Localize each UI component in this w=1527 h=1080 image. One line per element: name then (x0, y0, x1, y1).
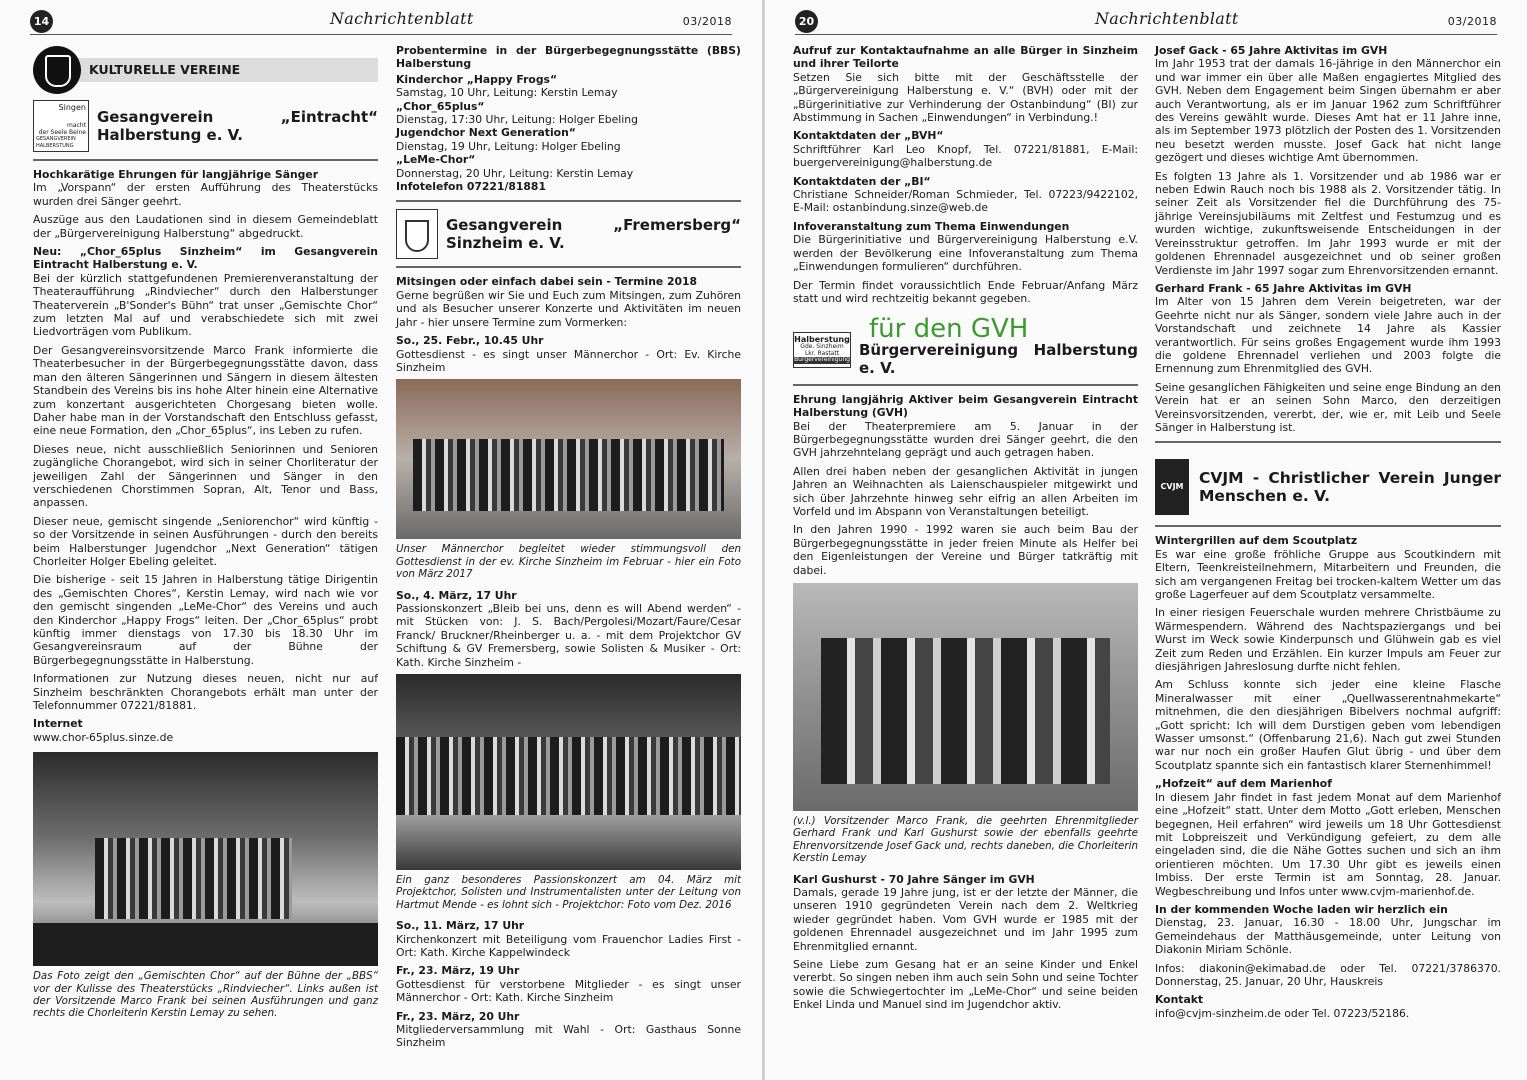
photo-mens-choir (396, 379, 741, 539)
masthead: Nachrichtenblatt (330, 9, 474, 28)
heading: So., 11. März, 17 Uhr (396, 919, 525, 933)
paragraph: www.chor-65plus.sinze.de (33, 730, 174, 744)
org-gvh-header (793, 314, 1138, 377)
paragraph: Donnerstag, 20 Uhr, Leitung: Kerstin Lemay (396, 166, 634, 180)
sign-text: Halberstung (794, 335, 850, 345)
heading: Wintergrillen auf dem Scoutplatz (1155, 534, 1358, 548)
photo-audience (33, 923, 378, 966)
cvjm-logo: CVJM (1155, 459, 1189, 515)
paragraph: Im Alter von 15 Jahren dem Verein beigetreten, war der Geehrte nicht nur als Sänger, sondern viele Jahre auch in der Vorstandschaft und zeichnete 14 Jahre als Kassier verantwortlich. Für seins großes Engagement wurde ihm 1993 die goldene Ehrennadel verliehen und 2003 folgte die Ernennung zum Ehrenmitglied des GVH. (1155, 295, 1501, 376)
paragraph: Schriftführer Karl Leo Knopf, Tel. 07221/81881, E-Mail: buergervereinigung@halberstung.de (793, 142, 1138, 170)
paragraph: Es folgten 13 Jahre als 1. Vorsitzender und ab 1986 war er neben Edwin Rauch noch bis 1988 als 2. Vorsitzender tätig. In seiner Zeit als Vorsitzender fiel die Durchführung des 75-jährige Vereinsjubiläums mit Zeltfest und Festumzug und es wurden wichtige, zukunftsweisende Entscheidungen in der Vereinsstruktur getroffen. Im Jahr 1993 wurde er mit der goldenen Ehrennadel ausgezeichnet und ob seiner großen Verdienste im Jahr 1997 sogar zum Ehrenvorsitzenden ernannt. (1155, 169, 1501, 277)
article-contact-call (793, 44, 1138, 305)
org-fremersberg-header (396, 209, 741, 259)
event-dates (396, 919, 741, 1050)
paragraph: Bei der kürzlich stattgefundenen Premierenveranstaltung der Theateraufführung „Rindviecher“ durch den Halberstunger Theaterverein „B'Sonder's Bühn“ trat unser „Gemischte Chor“ zum letzten Mal auf und verabschiedete sich mit zwei Liedvorträgen vom Publikum. (33, 271, 378, 339)
heading: Neu: „Chor_65plus Sinzheim“ im Gesangverein Eintracht Halberstung e. V. (33, 245, 378, 272)
heading: „Hofzeit“ auf dem Marienhof (1155, 777, 1332, 791)
issue-number: 03/2018 (682, 15, 732, 28)
left-column-2 (396, 44, 741, 1055)
article-eintracht (33, 168, 378, 744)
divider (1155, 441, 1501, 443)
logo-text: Singen (58, 103, 86, 112)
paragraph: Der Gesangvereinsvorsitzende Marco Frank informierte die Theaterbesucher in der Bürgerbegegnungsstätte davon, dass man den älteren Sängerinnen und Sängern in diesem ältesten Standbein des Vereins bis ins hohe Alter hinein eine Alternative zum konzertant ausgerichteten Chorgesang bieten wolle. Daher habe man in der Vorstandschaft den Entschluss gefasst, eine neue Formation, den „Chor_65plus“, ins Leben zu rufen. (33, 343, 378, 438)
paragraph: Dienstag, 23. Januar, 16.30 - 18.00 Uhr, Jungschar im Gemeindehaus der Matthäusgemeinde, unter Leitung von Diakonin Miriam Schönle. (1155, 916, 1501, 957)
paragraph: Dienstag, 19 Uhr, Leitung: Holger Ebeling (396, 139, 621, 153)
heading: So., 4. März, 17 Uhr (396, 588, 517, 602)
right-column-1 (793, 44, 1138, 1017)
paragraph: Bei der Theaterpremiere am 5. Januar in der Bürgerbegegnungsstätte wurden drei Sänger geehrt, die den GVH jahrzehntelang geprägt und auch getragen haben. (793, 419, 1138, 460)
heading: Aufruf zur Kontaktaufnahme an alle Bürger in Sinzheim und ihrer Teilorte (793, 44, 1138, 71)
photo-caption: Das Foto zeigt den „Gemischten Chor“ auf der Bühne der „BBS“ vor der Kulisse des Theaterstücks „Rindviecher“. Links außen ist der Vorsitzende Marco Frank bei seinen Ausführungen und ganz rechts die Chorleiterin Kerstin Lemay zu sehen. (33, 970, 378, 1020)
town-sign (793, 332, 851, 368)
article-cvjm (1155, 534, 1501, 1020)
org-name-fremersberg: Gesangverein „Fremersberg“ Sinzheim e. V. (446, 216, 741, 253)
paragraph: Dieser neue, gemischt singende „Seniorenchor“ wird künftig - so der Vorsitzende in seinen Ausführungen - durch den bereits beim Halberstunger Jugendchor „Next Generation“ tätigen Chorleiter Holger Ebeling geleitet. (33, 514, 378, 568)
paragraph: Informationen zur Nutzung dieses neuen, nicht nur auf Sinzheim beschränkten Chorangebots erhält man unter der Telefonnummer 07221/81881. (33, 672, 378, 713)
issue-number: 03/2018 (1447, 15, 1497, 28)
org-name-eintracht: Gesangverein „Eintracht“ Halberstung e. V. (97, 108, 378, 144)
page-right (765, 0, 1527, 1080)
paragraph: Christiane Schneider/Roman Schmieder, Tel. 07223/9422102, E-Mail: ostanbindung.sinze@web.de (793, 188, 1138, 215)
heading: Kontaktdaten der „BI“ (793, 174, 931, 188)
paragraph: Allen drei haben neben der gesanglichen Aktivität in jungen Jahren an Weihnachten als Laienschauspieler mitgewirkt und sich über Jahrzehnte hinweg sehr eifrig an allen Arbeiten im Vorfeld und im Abspann von Veranstaltungen beteiligt. (793, 464, 1138, 518)
logo-text: HALBERSTUNG (36, 143, 74, 149)
masthead: Nachrichtenblatt (1095, 9, 1239, 28)
org-eintracht-header (33, 100, 378, 152)
divider (396, 200, 741, 202)
rehearsal-dates (396, 44, 741, 193)
logo-text: GESANGVEREIN (36, 136, 76, 142)
page-number: 20 (795, 10, 818, 33)
paragraph: Passionskonzert „Bleib bei uns, denn es will Abend werden“ - mit Stücken von: J. S. Bach/Pergolesi/Mozart/Faure/Cesar Franck/ Bruckner/Rheinberger u. a. - mit dem Projektchor GV Schiftung & GV Fremersberg, sowie Solisten & Musiker - Ort: Kath. Kirche Sinzheim - (396, 601, 741, 669)
org-name-cvjm: CVJM - Christlicher Verein Junger Menschen e. V. (1199, 469, 1501, 506)
org-name-gvh: Bürgervereinigung Halberstung e. V. (859, 340, 1138, 377)
paragraph: Seine Liebe zum Gesang hat er an seine Kinder und Enkel vererbt. So singen neben ihm auch sein Sohn und seine Tochter sowie die Schwiegertochter im „LeMe-Chor“ und seine beiden Enkel Linda und Manuel sind im Jugendchor aktiv. (793, 958, 1138, 1012)
article-honors (793, 393, 1138, 577)
article-passion-concert (396, 589, 741, 669)
paragraph: Mitgliederversammlung mit Wahl - Ort: Gasthaus Sonne Sinzheim (396, 1023, 741, 1050)
paragraph: In einer riesigen Feuerschale wurden mehrere Christbäume zu Wärmespendern. Während des Nachtspaziergangs und bei Wurst im Weck sowie Kinderpunsch und Glühwein gab es viel Zeit zum Reden und Erzählen. Ein kurzer Impuls am Feuer zur diesjährigen Jahreslosung durfte nicht fehlen. (1155, 606, 1501, 674)
heading: „Chor_65plus“ (396, 99, 485, 113)
paragraph: Im „Vorspann“ der ersten Aufführung des Theaterstücks wurden drei Sänger geehrt. (33, 181, 378, 208)
photo-stage-choir (33, 752, 378, 966)
divider (1155, 525, 1501, 527)
photo-people (821, 638, 1111, 784)
eintracht-logo (33, 100, 89, 152)
heading: Internet (33, 717, 83, 731)
paragraph: Die bisherige - seit 15 Jahren in Halberstung tätige Dirigentin des „Gemischten Chores“, Kerstin Lemay, wird nach wie vor den gemischt singenden „LeMe-Chor“ des Vereins und auch den Kinderchor „Happy Frogs“ leiten. Der „Chor_65plus“ probt künftig immer dienstags von 17.30 bis 18.30 Uhr im Gesangvereinsraum auf der Bühne der Bürgerbegegnungsstätte in Halberstung. (33, 573, 378, 667)
page-left (0, 0, 762, 1080)
paragraph: Gottesdienst für verstorbene Mitglieder - es singt unser Männerchor - Ort: Kath. Kirche Sinzheim (396, 977, 741, 1005)
photo-people (413, 439, 724, 511)
heading: Fr., 23. März, 20 Uhr (396, 1009, 520, 1023)
heading: Fr., 23. März, 19 Uhr (396, 964, 520, 978)
heading: Probentermine in der Bürgerbegegnungsstätte (BBS) Halberstung (396, 44, 741, 71)
divider (33, 159, 378, 161)
logo-text: der Seele Beine (38, 129, 86, 136)
heading: Jugendchor Next Generation“ (396, 126, 576, 140)
paragraph: Damals, gerade 19 Jahre jung, ist er der letzte der Männer, die unseren 1910 gegründeten Verein nach dem 2. Weltkrieg wieder gegründet haben. Vom GVH wurde er 1985 mit der goldenen Ehrennadel ausgezeichnet und im Jahr 1995 zum Ehrenmitglied ernannt. (793, 886, 1138, 953)
fremersberg-crest-icon (396, 209, 438, 259)
heading: Karl Gushurst - 70 Jahre Sänger im GVH (793, 872, 1035, 886)
paragraph: In den Jahren 1990 - 1992 waren sie auch beim Bau der Bürgerbegegnungsstätte in jeder freien Minute als Helfer bei den Eigenleistungen der Vereine und Bürger tatkräftig mit dabei. (793, 523, 1138, 577)
divider (793, 384, 1138, 386)
sign-text: Gde. Sinzheim (800, 343, 844, 351)
gvh-tagline: für den GVH (869, 314, 1029, 345)
org-cvjm-header (1155, 459, 1501, 515)
section-banner (33, 46, 378, 94)
page-header (30, 9, 732, 35)
heading: „LeMe-Chor“ (396, 153, 476, 167)
paragraph: In diesem Jahr findet in fast jedem Monat auf dem Marienhof eine „Hofzeit“ statt. Unter dem Motto „Gott erleben, Menschen begegnen, Heil erfahren“ wird jeweils um 18 Uhr Gottesdienst mit Lobpreiszeit und Verkündigung gefeiert, zu dem alle eingeladen sind, die die Nähe Gottes suchen und sich an ihm orientieren möchten. Um 17.30 Uhr gibt es jeweils einen Imbiss. Der erste Termin ist am Sonntag, 28. Januar. Wegbeschreibung und Infos unter www.cvjm-marienhof.de. (1155, 790, 1501, 898)
paragraph: Dienstag, 17:30 Uhr, Leitung: Holger Ebeling (396, 113, 639, 127)
page-number: 14 (30, 10, 53, 33)
heading: Josef Gack - 65 Jahre Aktivitas im GVH (1155, 44, 1388, 57)
paragraph: Im Jahr 1953 trat der damals 16-jährige in den Männerchor ein und war immer ein über alle Maßen engagiertes Mitglied des GVH. Neben dem Engagement beim Singen übernahm er aber auch Verantwortung, als er im Januar 1962 zum Schriftführer des Vereins gewählt wurde. Dieses Amt hat er 11 Jahre inne, als im September 1973 plötzlich der Posten des 1. Vorsitzenden neu besetzt werden musste. Josef Gack hat nicht lange gezögert und dieses wichtige Amt übernommen. (1155, 57, 1501, 165)
right-column-2 (1155, 44, 1501, 1025)
paragraph: Gottesdienst - es singt unser Männerchor - Ort: Ev. Kirche Sinzheim (396, 347, 741, 374)
org-gvh-text (859, 314, 1138, 377)
photo-honorees (793, 583, 1138, 811)
photo-caption: Ein ganz besonderes Passionskonzert am 04. März mit Projektchor, Solisten und Instrumentalisten unter der Leitung von Hartmut Mende - es lohnt sich - Projektchor: Foto vom Dez. 2016 (396, 873, 741, 911)
photo-caption: (v.l.) Vorsitzender Marco Frank, die geehrten Ehrenmitglieder Gerhard Frank und Karl Gushurst sowie der ebenfalls geehrte Ehrenvorsitzende Josef Gack und, rechts daneben, die Chorleiterin Kerstin Lemay (793, 815, 1138, 865)
photo-caption: Unser Männerchor begleitet wieder stimmungsvoll den Gottesdienst in der ev. Kirche Sinzheim im Februar - hier ein Foto von März 2017 (396, 543, 741, 581)
paragraph: Infos: diakonin@ekimabad.de oder Tel. 07221/3786370. Donnerstag, 25. Januar, 20 Uhr, Hauskreis (1155, 961, 1501, 988)
heading: Kontaktdaten der „BVH“ (793, 129, 944, 143)
heading: Kinderchor „Happy Frogs“ (396, 72, 558, 86)
paragraph: Setzen Sie sich bitte mit der Geschäftsstelle der „Bürgervereinigung Halberstung e. V.“ (BVH) oder mit der „Bürgerinitiative zur Verhinderung der Ostanbindung“ (BI) zur Abstimmung in Sachen „Einwendungen“ in Verbindung.! (793, 70, 1138, 125)
paragraph: Seine gesanglichen Fähigkeiten und seine enge Bindung an den Verein hat er an seinen Sohn Marco, den derzeitigen Vereinsvorsitzenden, vererbt, der, wie er, mit Leib und Seele Sänger in Halberstung ist. (1155, 380, 1501, 434)
section-logo-icon (33, 46, 81, 94)
heading: So., 25. Febr., 10.45 Uhr (396, 334, 544, 348)
heading: Infoveranstaltung zum Thema Einwendungen (793, 219, 1070, 233)
sign-text: Bürgervereinigung (794, 356, 850, 364)
left-column-1 (33, 44, 378, 1028)
divider (396, 266, 741, 268)
photo-people (95, 838, 292, 919)
paragraph: Dieses neue, nicht ausschließlich Seniorinnen und Senioren zugängliche Chorangebot, wird sich in seiner Chorliteratur der jeweiligen Zahl der Sängerinnen und Sänger in den verschiedenen Chorstimmen Sopran, Alt, Tenor und Bass, anpassen. (33, 442, 378, 510)
heading: Mitsingen oder einfach dabei sein - Termine 2018 (396, 275, 698, 289)
section-title: KULTURELLE VEREINE (75, 58, 378, 82)
paragraph: Samstag, 10 Uhr, Leitung: Kerstin Lemay (396, 86, 618, 100)
article-gack-frank (1155, 44, 1501, 434)
paragraph: Kirchenkonzert mit Beteiligung vom Frauenchor Ladies First - Ort: Kath. Kirche Kappelwindeck (396, 932, 741, 959)
heading: In der kommenden Woche laden wir herzlich ein (1155, 902, 1448, 916)
photo-passion-concert (396, 674, 741, 870)
paragraph: Auszüge aus den Laudationen sind in diesem Gemeindeblatt der „Bürgervereinigung Halberstung“ abgedruckt. (33, 213, 378, 240)
crest-shape (405, 220, 429, 252)
heading: Infotelefon 07221/81881 (396, 180, 546, 194)
paragraph: Der Termin findet voraussichtlich Ende Februar/Anfang März statt und wird rechtzeitig bekannt gegeben. (793, 278, 1138, 305)
heading: Gerhard Frank - 65 Jahre Aktivitas im GVH (1155, 281, 1412, 295)
paragraph: Es war eine große fröhliche Gruppe aus Scoutkindern mit Eltern, Teenkreisteilnehmern, Mitarbeitern und Freunden, die sich am vergangenen Freitag bei trocken-kaltem Wetter um das große Lagerfeuer auf dem Scoutplatz versammelte. (1155, 547, 1501, 601)
heading: Hochkarätige Ehrungen für langjährige Sänger (33, 168, 319, 181)
photo-people (396, 737, 741, 815)
heading: Kontakt (1155, 993, 1204, 1007)
sign-text: Lkr. Rastatt (804, 349, 840, 357)
logo-text: macht (67, 122, 86, 129)
paragraph: info@cvjm-sinzheim.de oder Tel. 07223/52186. (1155, 1006, 1410, 1020)
article-gushurst (793, 873, 1138, 1012)
paragraph: Gerne begrüßen wir Sie und Euch zum Mitsingen, zum Zuhören und als Besucher unserer Konzerte und Aktivitäten im neuen Jahr - hier unsere Termine zum Vormerken: (396, 288, 741, 329)
page-header (795, 9, 1497, 35)
article-fremersberg (396, 275, 741, 374)
paragraph: Am Schluss konnte sich jeder eine kleine Flasche Mineralwasser mit einer „Quellwasserentnahmekarte“ mitnehmen, die den diesjährigen Bibelvers nochmal aufgriff: „Gott spricht: Ich will dem Durstigen geben vom lebendigen Wasser umsonst.“ (Offenbarung 21,6). Nach gut zwei Stunden war nur noch ein großer Haufen Glut übrig - und über dem Scoutplatz spannte sich ein fantastisch klarer Sternenhimmel! (1155, 678, 1501, 772)
heading: Ehrung langjährig Aktiver beim Gesangverein Eintracht Halberstung (GVH) (793, 392, 1138, 420)
paragraph: Die Bürgerinitiative und Bürgervereinigung Halberstung e.V. werden der Bevölkerung eine Infoveranstaltung zum Thema „Einwendungen formulieren“ durchführen. (793, 233, 1138, 274)
